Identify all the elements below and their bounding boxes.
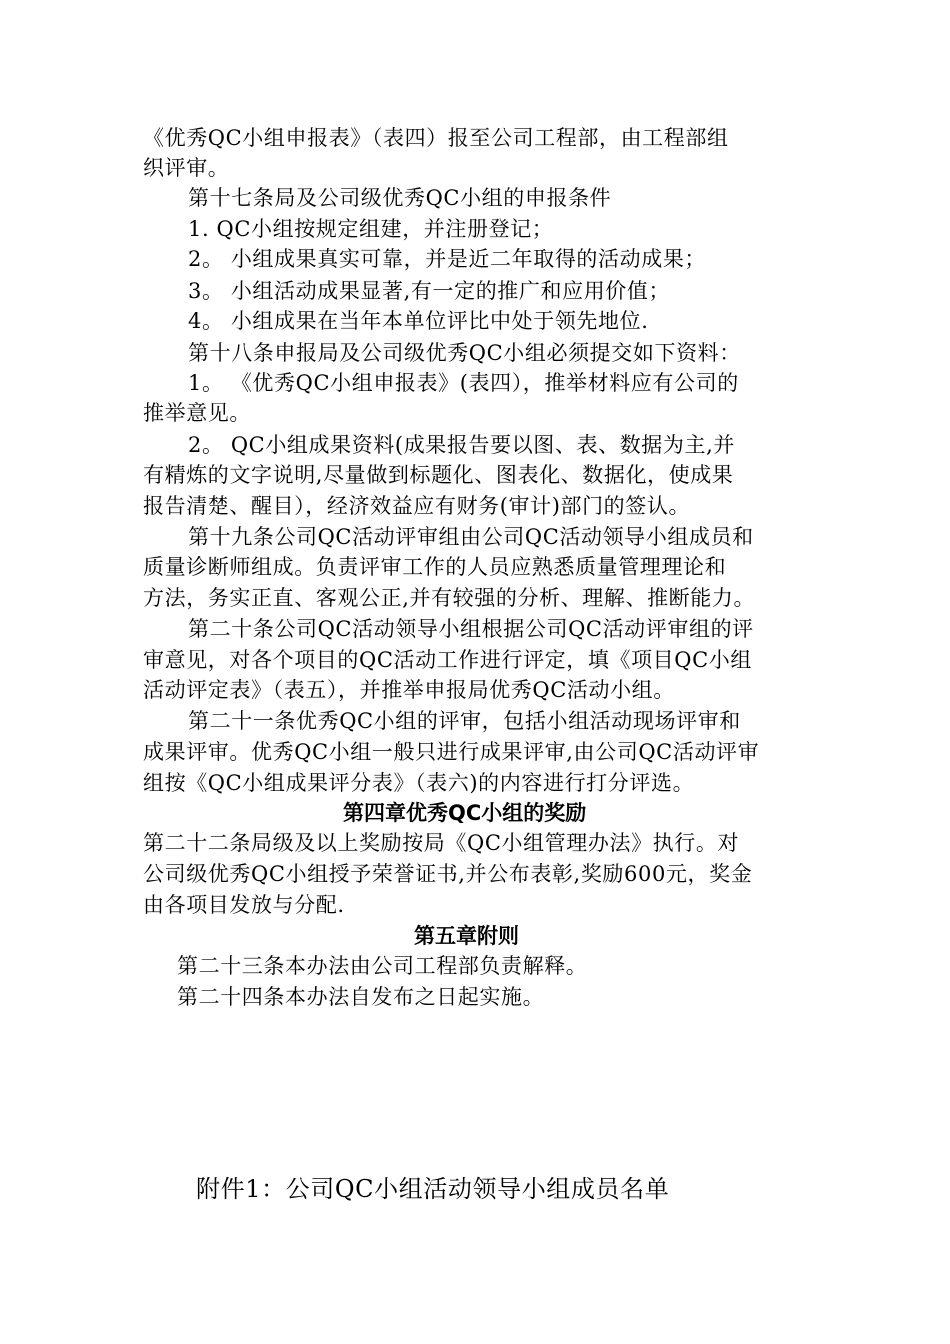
body-line: 组按《QC小组成果评分表》（表六)的内容进行打分评选。 [143,771,695,795]
body-line: 质量诊断师组成。负责评审工作的人员应熟悉质量管理理论和 [143,555,727,579]
body-line: 审意见，对各个项目的QC活动工作进行评定，填《项目QC小组 [143,648,752,672]
body-line: 成果评审。优秀QC小组一般只进行成果评审,由公司QC活动评审 [143,740,760,764]
body-line: 由各项目发放与分配. [143,893,345,917]
article-24: 第二十四条本办法自发布之日起实施。 [177,985,545,1009]
chapter-5-heading: 第五章附则 [414,924,519,948]
list-item: 1. QC小组按规定组建，并注册登记； [188,217,554,241]
article-17-title: 第十七条局及公司级优秀QC小组的申报条件 [188,186,612,210]
list-item: 2。 QC小组成果资料(成果报告要以图、表、数据为主,并 [188,433,735,457]
article-19: 第十九条公司QC活动评审组由公司QC活动领导小组成员和 [188,525,754,549]
body-line: 有精炼的文字说明,尽量做到标题化、图表化、数据化，使成果 [143,463,734,487]
body-line: 报告清楚、醒目），经济效益应有财务(审计)部门的签认。 [143,494,691,518]
body-line: 织评审。 [143,156,230,180]
body-line: 方法，务实正直、客观公正,并有较强的分析、理解、推断能力。 [143,586,756,610]
attachment-title: 附件1：公司QC小组活动领导小组成员名单 [196,1175,670,1203]
list-item: 2。 小组成果真实可靠，并是近二年取得的活动成果； [188,247,707,271]
article-23: 第二十三条本办法由公司工程部负责解释。 [177,954,588,978]
list-item: 4。 小组成果在当年本单位评比中处于领先地位. [188,309,649,333]
list-item: 3。 小组活动成果显著,有一定的推广和应用价值； [188,279,671,303]
article-22: 第二十二条局级及以上奖励按局《QC小组管理办法》执行。对 [143,831,740,855]
list-item: 1。 《优秀QC小组申报表》(表四），推举材料应有公司的 [188,371,739,395]
body-line: 活动评定表》（表五），并推举申报局优秀QC活动小组。 [143,678,675,702]
article-20: 第二十条公司QC活动领导小组根据公司QC活动评审组的评 [188,617,754,641]
article-21: 第二十一条优秀QC小组的评审，包括小组活动现场评审和 [188,709,741,733]
body-line: 推举意见。 [143,401,251,425]
body-line: 《优秀QC小组申报表》（表四）报至公司工程部，由工程部组 [143,126,729,150]
chapter-4-heading: 第四章优秀QC小组的奖励 [343,801,587,825]
article-18-title: 第十八条申报局及公司级优秀QC小组必须提交如下资料： [188,341,741,365]
body-line: 公司级优秀QC小组授予荣誉证书,并公布表彰,奖励600元，奖金 [143,862,753,886]
